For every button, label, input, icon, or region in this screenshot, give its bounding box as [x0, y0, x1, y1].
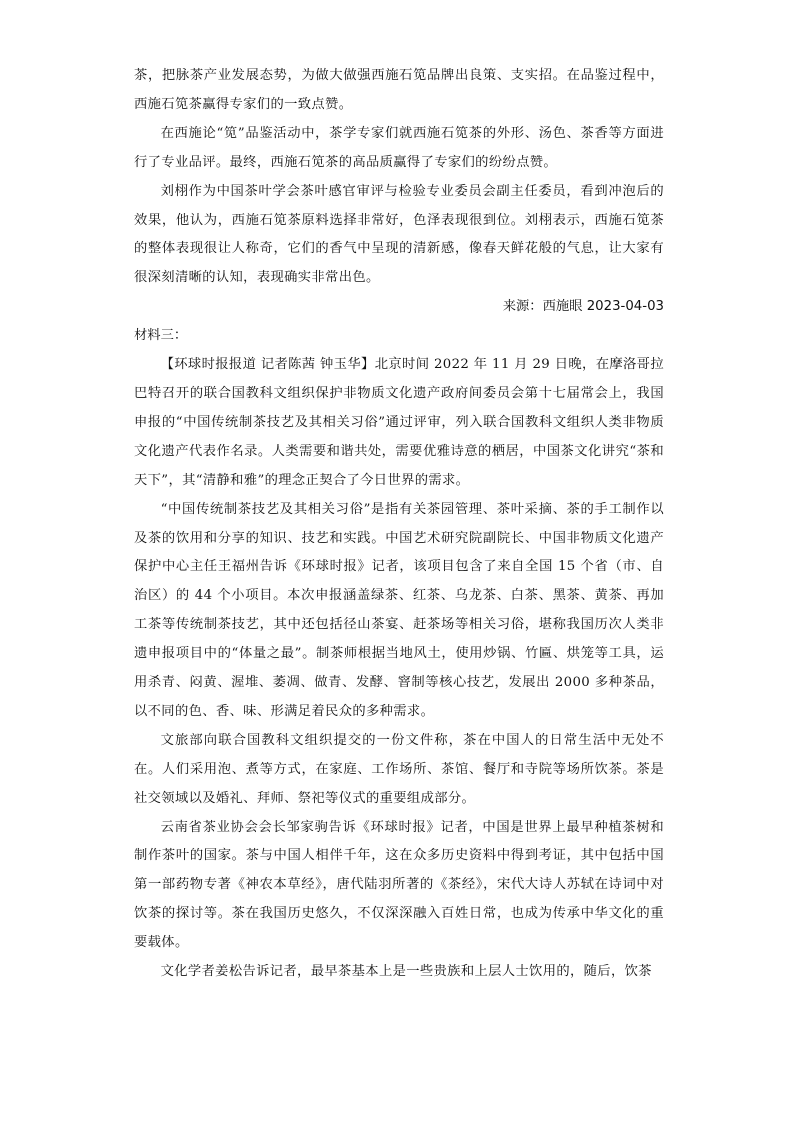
- source-line: 来源：西施眼 2023-04-03: [502, 299, 664, 315]
- section-label-material-3: 材料三：: [134, 328, 188, 344]
- document-page: [134, 62, 664, 987]
- paragraph-global-times-report: 【环球时报报道 记者陈茜 钟玉华】北京时间 2022 年 11 月 29 日晚，在摩洛哥拉巴特召开的联合国教科文组织保护非物质文化遗产政府间委员会第十七届常会上，我国申报的“中国传统制茶技艺及其相关习俗”通过评审，列入联合国教科文组织人类非物质文化遗产代表作名录。人类需要和谐共处，需要优雅诗意的栖居，中国茶文化讲究“茶和天下”，其“清静和雅”的理念正契合了今日世界的需求。: [134, 357, 664, 488]
- paragraph-cultural-scholar: 文化学者姜松告诉记者，最早茶基本上是一些贵族和上层人士饮用的，随后，饮茶: [160, 964, 652, 980]
- paragraph-tea-techniques: “中国传统制茶技艺及其相关习俗”是指有关茶园管理、茶叶采摘、茶的手工制作以及茶的饮用和分享的知识、技艺和实践。中国艺术研究院副院长、中国非物质文化遗产保护中心主任王福州告诉《环球时报》记者，该项目包含了来自全国 15 个省（市、自治区）的 44 个小项目。本次申报涵盖绿茶、红茶、乌龙茶、白茶、黑茶、黄茶、再加工茶等传统制茶技艺，其中还包括径山茶宴、赶茶场等相关习俗，堪称我国历次人类非遗申报项目中的“体量之最”。制茶师根据当地风土，使用炒锅、竹匾、烘笼等工具，运用杀青、闷黄、渥堆、萎凋、做青、发酵、窨制等核心技艺，发展出 2000 多种茶品，以不同的色、香、味、形满足着民众的多种需求。: [134, 501, 664, 719]
- paragraph-yunnan-association: 云南省茶业协会会长邹家驹告诉《环球时报》记者，中国是世界上最早种植茶树和制作茶叶的国家。茶与中国人相伴千年，这在众多历史资料中得到考证，其中包括中国第一部药物专著《神农本草经》，唐代陆羽所著的《茶经》，宋代大诗人苏轼在诗词中对饮茶的探讨等。茶在我国历史悠久，不仅深深融入百姓日常，也成为传承中华文化的重要载体。: [134, 819, 664, 951]
- paragraph-tea-industry: 茶，把脉茶产业发展态势，为做大做强西施石笕品牌出良策、支实招。在品鉴过程中，西施石笕茶赢得专家们的一致点赞。: [134, 68, 664, 112]
- paragraph-tasting-event: 在西施论“笕”品鉴活动中，茶学专家们就西施石笕茶的外形、汤色、茶香等方面进行了专业品评。最终，西施石笕茶的高品质赢得了专家们的纷纷点赞。: [134, 125, 664, 170]
- paragraph-liu-xu-review: 刘栩作为中国茶叶学会茶叶感官审评与检验专业委员会副主任委员，看到冲泡后的效果，他认为，西施石笕茶原料选择非常好，色泽表现很到位。刘栩表示，西施石笕茶的整体表现很让人称奇，它们的香气中呈现的清新感，像春天鲜花般的气息，让大家有很深刻清晰的认知，表现确实非常出色。: [134, 183, 664, 286]
- paragraph-ministry-document: 文旅部向联合国教科文组织提交的一份文件称，茶在中国人的日常生活中无处不在。人们采用泡、煮等方式，在家庭、工作场所、茶馆、餐厅和寺院等场所饮茶。茶是社交领域以及婚礼、拜师、祭祀等仪式的重要组成部分。: [134, 732, 664, 806]
